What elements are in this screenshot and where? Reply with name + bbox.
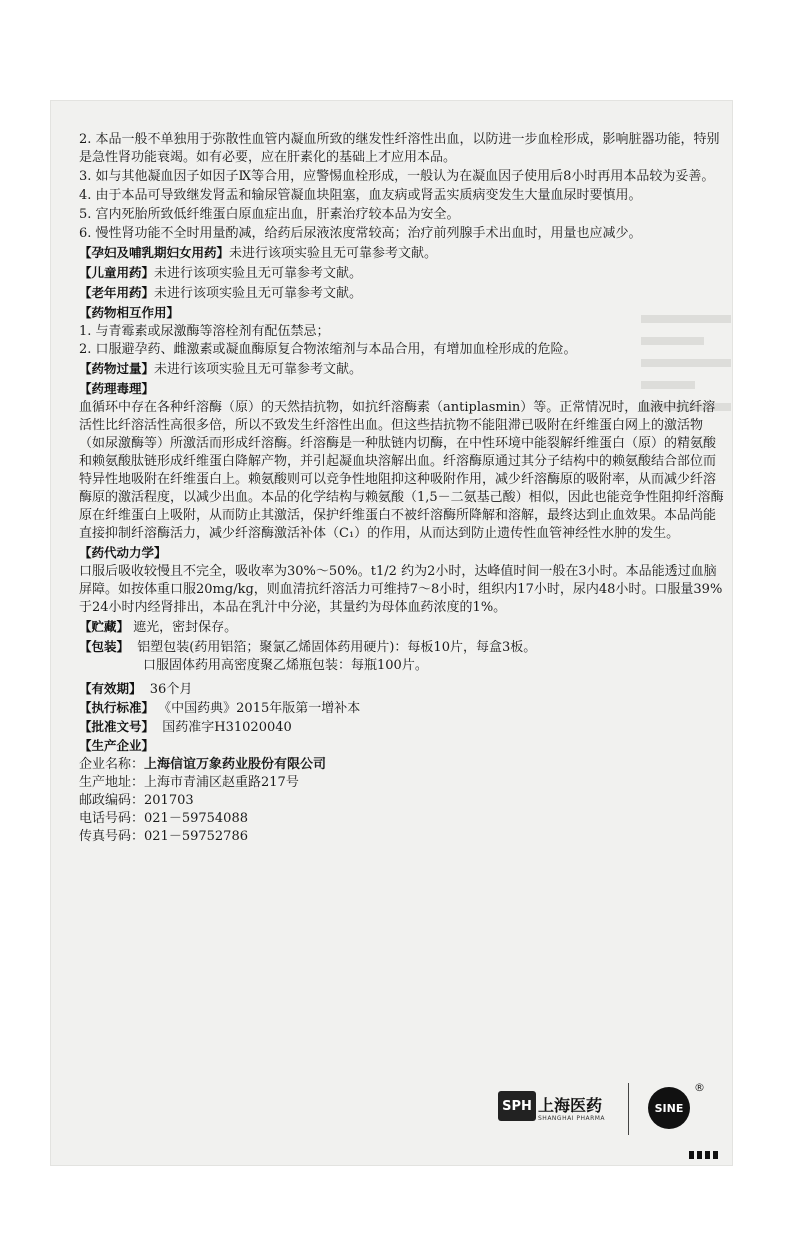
phone-row: 电话号码：021－59754088 [79, 811, 248, 826]
pregnancy-section: 【孕妇及哺乳期妇女用药】未进行该项实验且无可靠参考文献。 [79, 245, 438, 261]
approval-section: 【批准文号】 国药准字H31020040 [79, 719, 292, 735]
section-heading: 【有效期】 [79, 681, 142, 696]
section-heading: 【药物过量】 [79, 361, 155, 376]
company-name-row: 企业名称：上海信谊万象药业股份有限公司 [79, 757, 327, 772]
elderly-section: 【老年用药】未进行该项实验且无可靠参考文献。 [79, 285, 363, 301]
precaution-item: 4. 由于本品可导致继发肾盂和输尿管凝血块阻塞，血友病或肾盂实质病变发生大量血尿时要慎用。 [79, 188, 642, 203]
interactions-section [79, 304, 727, 359]
section-heading: 【药代动力学】 [79, 545, 167, 560]
precaution-item: 6. 慢性肾功能不全时用量酌减，给药后尿液浓度常较高；治疗前列腺手术出血时，用量也应减少。 [79, 226, 642, 241]
fax-row: 传真号码：021－59752786 [79, 829, 248, 844]
section-heading: 【药理毒理】 [79, 381, 155, 396]
section-heading: 【执行标准】 [79, 700, 155, 715]
section-heading: 【贮藏】 [79, 619, 130, 634]
toxicology-text: 血循环中存在各种纤溶酶（原）的天然拮抗物，如抗纤溶酶素（antiplasmin）等。正常情况时，血液中抗纤溶活性比纤溶活性高很多倍，所以不致发生纤溶性出血。但这些拮抗物不能阻滞已吸附在纤维蛋白网上的激活物（如尿激酶等）所激活而形成纤溶酶。纤溶酶是一种肽链内切酶，在中性环境中能裂解纤维蛋白（原）的精氨酸和赖氨酸肽链形成纤维蛋白降解产物，并引起凝血块溶解出血。纤溶酶原通过其分子结构中的赖氨酸结合部位而特异性地吸附在纤维蛋白上。赖氨酸则可以竞争性地阻抑这种吸附作用，减少纤溶酶原的吸附率，从而减少纤溶酶原的激活程度，以减少出血。本品的化学结构与赖氨酸（1,5－二氨基己酸）相似，因此也能竞争性阻抑纤溶酶原在纤维蛋白上吸附，从而防止其激活，保护纤维蛋白不被纤溶酶所降解和溶解，最终达到止血效果。本品尚能直接抑制纤溶酶活力，减少纤溶酶激活补体（C₁）的作用，从而达到防止遗传性血管神经性水肿的发生。 [79, 400, 724, 541]
packaging-section: 【包装】 铝塑包装(药用铝箔；聚氯乙烯固体药用硬片)：每板10片，每盒3板。 口服固体药用高密度聚乙烯瓶包装：每瓶100片。 [79, 638, 727, 675]
section-heading: 【批准文号】 [79, 719, 155, 734]
packaging-line: 口服固体药用高密度聚乙烯瓶包装：每瓶100片。 [143, 658, 428, 673]
logo-divider [628, 1083, 629, 1135]
sph-logo-chinese: 上海医药 [538, 1096, 603, 1115]
precaution-item: 3. 如与其他凝血因子如因子Ⅸ等合用，应警惕血栓形成，一般认为在凝血因子使用后8小时再用本品较为妥善。 [79, 169, 715, 184]
registered-mark: ® [694, 1081, 705, 1094]
section-heading: 【儿童用药】 [79, 265, 155, 280]
toxicology-section [79, 380, 727, 543]
section-heading: 【药物相互作用】 [79, 305, 180, 320]
leaflet-page [50, 100, 733, 1166]
section-heading: 【老年用药】 [79, 285, 155, 300]
interaction-item: 1. 与青霉素或尿激酶等溶栓剂有配伍禁忌； [79, 324, 330, 339]
interaction-item: 2. 口服避孕药、雌激素或凝血酶原复合物浓缩剂与本品合用，有增加血栓形成的危险。 [79, 342, 577, 357]
print-marks [689, 1151, 718, 1159]
storage-section: 【贮藏】 遮光，密封保存。 [79, 619, 238, 635]
address-row: 生产地址：上海市青浦区赵重路217号 [79, 775, 299, 790]
pharmacokinetics-section [79, 544, 727, 617]
pharmacokinetics-text: 口服后吸收较慢且不完全，吸收率为30%～50%。t1/2 约为2小时，达峰值时间一般在3小时。本品能透过血脑屏障。如按体重口服20mg/kg，则血清抗纤溶活力可维持7～8小时，组织内17小时，尿内48小时。口服量39%于24小时内经肾排出，本品在乳汁中分泌，其量约为母体血药浓度的1%。 [79, 564, 723, 615]
precaution-item: 2. 本品一般不单独用于弥散性血管内凝血所致的继发性纤溶性出血，以防进一步血栓形成，影响脏器功能，特别是急性肾功能衰竭。如有必要，应在肝素化的基础上才应用本品。 [79, 132, 720, 165]
leaflet-content [79, 131, 727, 846]
overdose-section: 【药物过量】未进行该项实验且无可靠参考文献。 [79, 361, 363, 377]
sph-logo: SPH [498, 1091, 536, 1121]
company-logos [498, 1081, 708, 1141]
children-section: 【儿童用药】未进行该项实验且无可靠参考文献。 [79, 265, 363, 281]
standard-section: 【执行标准】 《中国药典》2015年版第一增补本 [79, 700, 361, 716]
section-heading: 【包装】 [79, 639, 130, 654]
validity-section: 【有效期】 36个月 [79, 681, 193, 697]
section-heading: 【孕妇及哺乳期妇女用药】 [79, 245, 230, 260]
section-heading: 【生产企业】 [79, 738, 155, 753]
precaution-item: 5. 宫内死胎所致低纤维蛋白原血症出血，肝素治疗较本品为安全。 [79, 207, 460, 222]
sine-logo: SINE [648, 1087, 690, 1129]
manufacturer-section [79, 737, 727, 846]
sph-logo-english: SHANGHAI PHARMA [538, 1115, 606, 1122]
postal-row: 邮政编码：201703 [79, 793, 194, 808]
